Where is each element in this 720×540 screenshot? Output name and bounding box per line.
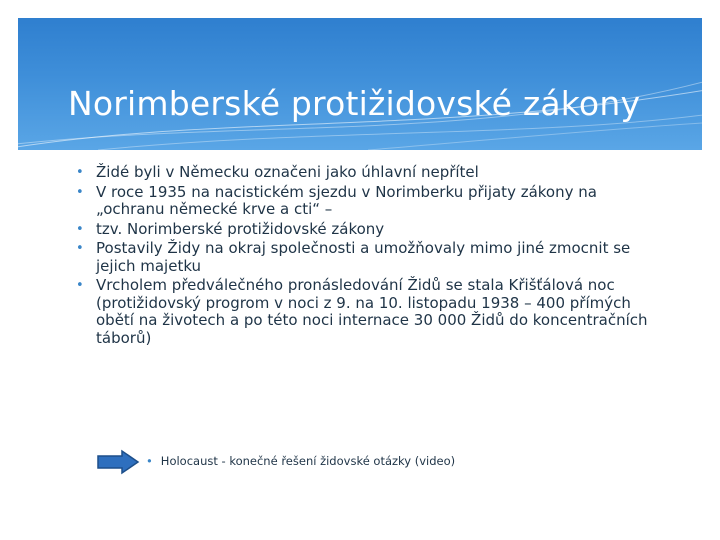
bullet-icon: •: [76, 184, 84, 200]
bullet-icon: •: [76, 278, 84, 293]
bullet-text: V roce 1935 na nacistickém sjezdu v Norimberku přijaty zákony na „ochranu německé krve a cti“ –: [96, 182, 597, 218]
bullet-icon: •: [76, 221, 84, 237]
bullet-text: tzv. Norimberské protižidovské zákony: [96, 219, 385, 238]
list-item: [76, 164, 666, 182]
bullet-text: Židé byli v Německu označeni jako úhlavní nepřítel: [96, 163, 479, 181]
list-item: [76, 277, 666, 347]
bullet-icon: •: [76, 241, 84, 256]
video-link[interactable]: [146, 454, 455, 468]
bullet-text: Vrcholem předválečného pronásledování Židů se stala Křišťálová noc (protižidovský progrom v noci z 9. na 10. listopadu 1938 – 400 přímých obětí na životech a po této noci internace 30 000 Židů do koncentračních táborů): [96, 276, 648, 347]
bullet-icon: •: [146, 454, 153, 468]
bullet-icon: •: [76, 165, 84, 180]
bullet-content: [76, 164, 666, 349]
list-item: [76, 184, 666, 219]
video-link-row: [96, 449, 516, 475]
bullet-text: Postavily Židy na okraj společnosti a umožňovaly mimo jiné zmocnit se jejich majetku: [96, 239, 631, 275]
title-banner: [18, 18, 702, 150]
list-item: [76, 221, 666, 239]
slide-title: Norimberské protižidovské zákony: [68, 84, 641, 123]
right-arrow-icon[interactable]: [96, 449, 140, 475]
list-item: [76, 240, 666, 275]
video-link-label: Holocaust - konečné řešení židovské otázky (video): [160, 454, 456, 468]
bullet-list: [76, 164, 666, 347]
